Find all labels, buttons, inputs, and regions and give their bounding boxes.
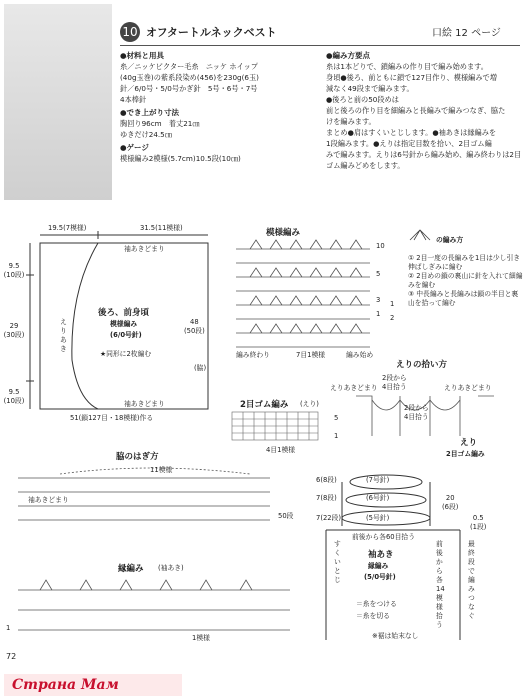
- armhole-bottom-label: 袖あきどまり: [124, 400, 165, 408]
- armhole-edge-title: 袖あき: [368, 550, 394, 560]
- instructions-line: 1段編みます。●えりは指定目数を拾い、2目ゴム編: [326, 139, 492, 148]
- dimension-rows: (50段): [184, 327, 205, 335]
- page-number: 72: [6, 652, 17, 661]
- collar-pickup-count: 前後から各60目拾う: [352, 533, 416, 541]
- dimension-value: 29: [9, 322, 19, 330]
- dimension-rows: (30段): [3, 331, 25, 339]
- instructions-line: 糸は1本どりで、鎖編みの作り目で編み始めます。: [326, 62, 488, 71]
- side-label: (脇): [194, 364, 207, 372]
- collar-row-needle: (7号針): [366, 476, 390, 484]
- collar-mid-note: [404, 404, 429, 422]
- neck-label: えりあき: [60, 318, 67, 353]
- edge-chart-drawing: [18, 580, 290, 630]
- pattern-title: オフタートルネックベスト: [146, 26, 277, 39]
- legend-item: ② 2目めの鎖の裏山に針を入れて細編みを編む: [408, 272, 523, 289]
- collar-row-label: 7(22段): [316, 514, 342, 522]
- pickup-note-line: 4目拾う: [404, 413, 429, 421]
- collar-right-b: [470, 514, 486, 532]
- instructions-line: 減なく49段まで編みます。: [326, 84, 414, 93]
- collar-row-needle: (5号針): [366, 514, 390, 522]
- body-center-title: 後ろ、前身頃: [98, 308, 150, 318]
- dimension-value: 20: [445, 494, 455, 502]
- row-marker-1: 1: [376, 310, 381, 318]
- size-heading: ●でき上がり寸法: [120, 108, 180, 117]
- dimension-rows: (1段): [470, 523, 487, 531]
- dimension-value: 48: [190, 318, 199, 326]
- dimension-value: 9.5: [8, 388, 20, 396]
- legend-cut-yarn: ＝糸を切る: [356, 612, 390, 620]
- collar-row-label: 7(8段): [316, 494, 337, 502]
- row-marker-5: 5: [376, 270, 381, 278]
- instructions-line: みで編みます。えりは6号針から編み始め、編み終わりは2目: [326, 150, 522, 159]
- pattern-chart-title: 模様編み: [266, 228, 301, 238]
- dimension-value: 9.5: [8, 262, 20, 270]
- collar-right-stop: えりあきどまり: [444, 384, 492, 392]
- collar-right-a: [442, 494, 458, 512]
- pickup-note-line: 2段から: [404, 404, 429, 412]
- body-top-right-dimension: 31.5(11模様): [140, 224, 183, 232]
- edge-chart-title: 縁編み: [118, 564, 144, 574]
- page-reference: 口絵 12 ページ: [432, 28, 501, 39]
- row-marker-3: 3: [376, 296, 381, 304]
- materials-line: (40g玉巻)の紫系段染め(456)を230g(6玉): [120, 73, 259, 82]
- side-seam-repeat: 11模様: [150, 466, 173, 474]
- collar-row-label: 6(8段): [316, 476, 337, 484]
- legend-list: [408, 254, 524, 308]
- legend-item: ① 2目一度の長編みを1目は少し引き伸ばしぎみに編む: [408, 254, 521, 271]
- body-top-left-dimension: 19.5(7模様): [48, 224, 87, 232]
- armhole-top-label: 袖あきどまり: [124, 245, 165, 253]
- side-seam-title: 脇のはぎ方: [116, 452, 159, 462]
- body-bottom-dimension: 51(鎖127目・18模様)作る: [70, 414, 154, 422]
- legend-item: ③ 中長編みと長編みは鎖の半目と裏山を拾って編む: [408, 290, 519, 307]
- collar-row-needle: (6号針): [366, 494, 390, 502]
- hem-note: ※裾は始末なし: [372, 632, 419, 640]
- row-marker-10: 10: [376, 242, 385, 250]
- rib-row-1: 1: [334, 432, 339, 440]
- legend-attach-yarn: ＝糸をつける: [356, 600, 397, 608]
- pattern-repeat-label: 7目1模様: [296, 351, 326, 359]
- pattern-number-badge: 10: [120, 22, 140, 42]
- rib-row-5: 5: [334, 414, 339, 422]
- rib-chart-subtitle: (えり): [300, 400, 319, 408]
- fan-symbol: [410, 230, 430, 240]
- body-center-note: ★同形に2枚編む: [100, 350, 152, 358]
- dimension-value: 0.5: [472, 514, 484, 522]
- rib-chart-title: 2目ゴム編み: [240, 400, 289, 410]
- left-upper-dimension: [2, 262, 26, 280]
- instructions-line: けを編みます。: [326, 117, 376, 126]
- materials-line: 4本棒針: [120, 95, 147, 104]
- edge-row-1: 1: [6, 624, 11, 632]
- collar-pickup-note: [382, 374, 407, 392]
- size-line: ゆきだけ24.5㎝: [120, 130, 172, 139]
- gauge-heading: ●ゲージ: [120, 143, 149, 152]
- armhole-right-b: 最終段で編みつなぐ: [468, 540, 475, 620]
- size-line: 胸回り96cm 着丈21㎝: [120, 119, 200, 128]
- instructions-heading: ●編み方要点: [326, 51, 371, 60]
- left-mid-dimension: [2, 322, 26, 340]
- legend-title: の編み方: [436, 236, 464, 244]
- row-marker-2: 2: [390, 314, 395, 322]
- pattern-end-label: 編み終わり: [236, 351, 270, 359]
- materials-line: 針／6/0号・5/0号かぎ針 5号・6号・7号: [120, 84, 258, 93]
- armhole-left-side: すくいとじ: [334, 540, 341, 584]
- gauge-line: 模様編み2模様(5.7cm)10.5段(10㎝): [120, 154, 241, 163]
- edge-repeat-label: 1模様: [192, 634, 210, 642]
- collar-left-stop: えりあきどまり: [330, 384, 378, 392]
- instructions-line: 身頃●後ろ、前ともに鎖で127目作り、模様編みで増: [326, 73, 497, 82]
- materials-line: 糸／ニッケビクター毛糸 ニッケ ホイップ: [120, 62, 258, 71]
- row-marker-1b: 1: [390, 300, 395, 308]
- rib-chart-grid: [232, 412, 318, 440]
- armhole-edge-stitch: 縁編み: [368, 562, 389, 570]
- armhole-edge-hook: (5/0号針): [364, 573, 396, 581]
- collar-pickup-title: えりの拾い方: [396, 360, 448, 370]
- dimension-rows: (6段): [442, 503, 459, 511]
- pattern-start-label: 編み始め: [346, 351, 374, 359]
- pickup-note-line: 4目拾う: [382, 383, 407, 391]
- collar-title: えり: [460, 438, 478, 448]
- pattern-chart-rows: [236, 240, 370, 347]
- collar-subtitle: 2目ゴム編み: [446, 450, 485, 458]
- body-center-hook: (6/0号針): [110, 331, 142, 339]
- body-center-stitch: 模様編み: [110, 320, 138, 328]
- instructions-line: ●後ろと前の50段めは: [326, 95, 399, 104]
- instructions-line: ゴム編みどめをします。: [326, 161, 405, 170]
- site-watermark: Страна Мам: [4, 674, 182, 696]
- edge-chart-subtitle: (袖あき): [158, 564, 184, 572]
- body-right-dimension: [184, 318, 205, 336]
- left-lower-dimension: [2, 388, 26, 406]
- armhole-right-a: 前後から各14模様拾う: [436, 540, 445, 629]
- pickup-note-line: 2段から: [382, 374, 407, 382]
- instructions-line: 前と後ろの作り目を細編みと長編みで編みつなぎ、脇た: [326, 106, 506, 115]
- rib-repeat-label: 4目1模様: [266, 446, 296, 454]
- side-seam-drawing: [18, 468, 270, 520]
- materials-heading: ●材料と用具: [120, 51, 165, 60]
- side-seam-row: 50段: [278, 512, 294, 520]
- dimension-rows: (10段): [3, 271, 25, 279]
- dimension-rows: (10段): [3, 397, 25, 405]
- instructions-line: まとめ●肩はすくいとじします。●袖あきは縁編みを: [326, 128, 497, 137]
- side-seam-armhole: 袖あきどまり: [28, 496, 69, 504]
